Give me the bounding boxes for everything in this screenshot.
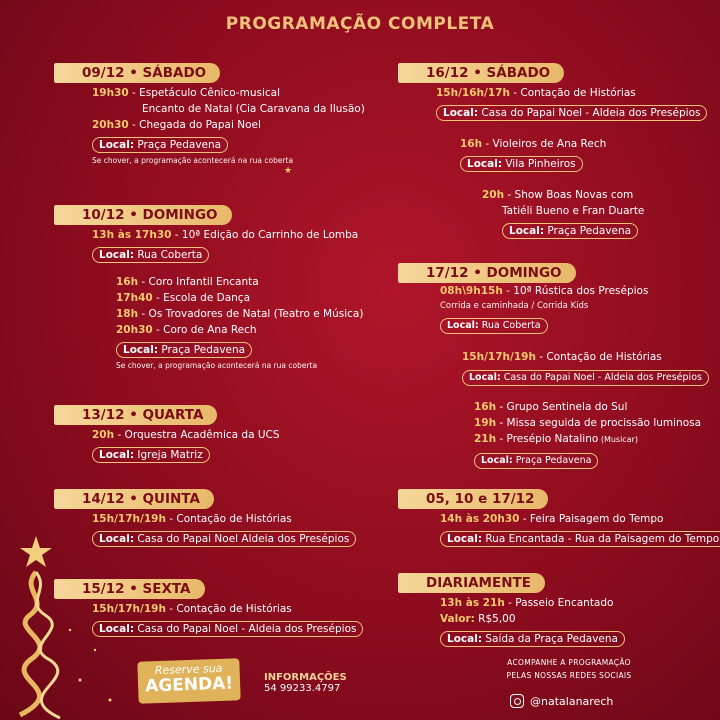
event-title: - Escola de Dança: [152, 292, 251, 304]
event-title: - Passeio Encantado: [504, 597, 614, 609]
event-time: 14h às 20h30: [440, 513, 520, 525]
info-title: INFORMAÇÕES: [264, 672, 347, 683]
location-tag: Local: Rua Coberta: [440, 318, 548, 334]
event-title: - Contação de Histórias: [165, 603, 292, 615]
event-title: - Orquestra Acadêmica da UCS: [114, 429, 280, 441]
location-tag: Local: Vila Pinheiros: [460, 156, 583, 172]
event-time: 16h: [116, 276, 139, 288]
event-time: 15h/17h/19h: [92, 513, 166, 525]
location-tag: Local: Casa do Papai Noel Aldeia dos Presépios: [92, 531, 356, 547]
event-time: 15h/17h/19h: [92, 603, 166, 615]
day-diariamente: [398, 572, 625, 648]
date-pill: 15/12 • SEXTA: [54, 579, 205, 599]
date-pill: DIARIAMENTE: [398, 573, 545, 593]
location-tag: Local: Casa do Papai Noel - Aldeia dos Presépios: [462, 370, 709, 386]
event-note: (Musicar): [598, 435, 639, 444]
star-icon: ★: [284, 166, 293, 176]
event-title: - Missa seguida de procissão luminosa: [496, 417, 702, 429]
follow-text: [494, 656, 644, 682]
location-tag: Local: Praça Pedavena: [502, 223, 638, 239]
location-tag: Local: Rua Encantada - Rua da Paisagem do Tempo: [440, 531, 720, 547]
event-title: - Presépio Natalino: [496, 433, 599, 445]
location-tag: Local: Casa do Papai Noel - Aldeia dos Presépios: [92, 621, 363, 637]
day-0912: [54, 62, 365, 168]
event-time: 19h30: [92, 87, 129, 99]
page-title: PROGRAMAÇÃO COMPLETA: [225, 14, 495, 34]
event-time: 17h40: [116, 292, 153, 304]
event-subtitle: Corrida e caminhada / Corrida Kids: [440, 301, 589, 311]
date-pill: 17/12 • DOMINGO: [398, 263, 576, 283]
rain-note: Se chover, a programação acontecerá na rua coberta: [116, 361, 318, 370]
date-pill: 16/12 • SÁBADO: [398, 63, 564, 83]
event-title: - Feira Paisagem do Tempo: [519, 513, 664, 525]
date-pill: 10/12 • DOMINGO: [54, 205, 232, 225]
date-pill: 14/12 • QUINTA: [54, 489, 214, 509]
event-time: 21h: [474, 433, 497, 445]
christmas-tree-icon: [0, 530, 130, 720]
day-1612: [398, 62, 707, 240]
location-tag: Local: Praça Pedavena: [116, 342, 252, 358]
event-title: - Chegada do Papai Noel: [128, 119, 261, 131]
event-time: 13h às 17h30: [92, 229, 172, 241]
event-time: 16h: [460, 138, 483, 150]
event-time: 08h\9h15h: [440, 285, 503, 297]
event-time: 19h: [474, 417, 497, 429]
reserve-agenda-badge: [137, 658, 240, 704]
rain-note: Se chover, a programação acontecerá na rua coberta: [92, 156, 294, 165]
event-time: 15h/17h/19h: [462, 351, 536, 363]
event-title: - Contação de Histórias: [535, 351, 662, 363]
event-title: - Violeiros de Ana Rech: [482, 138, 607, 150]
day-1312: [54, 404, 280, 464]
event-title: - Os Trovadores de Natal (Teatro e Música): [138, 308, 364, 320]
event-title: - Coro Infantil Encanta: [138, 276, 259, 288]
location-tag: Local: Igreja Matriz: [92, 447, 210, 463]
event-time: 18h: [116, 308, 139, 320]
follow-line1: ACOMPANHE A PROGRAMAÇÃO: [507, 658, 631, 667]
location-tag: Local: Casa do Papai Noel - Aldeia dos Presépios: [436, 105, 707, 121]
event-time: 20h30: [92, 119, 129, 131]
price-label: Valor:: [440, 613, 475, 625]
date-pill: 13/12 • QUARTA: [54, 405, 217, 425]
day-feira: [398, 488, 720, 548]
event-title: Encanto de Natal (Cia Caravana da Ilusão): [142, 103, 365, 115]
event-title: - Grupo Sentinela do Sul: [496, 401, 628, 413]
event-time: 20h: [92, 429, 115, 441]
follow-line2: PELAS NOSSAS REDES SOCIAIS: [506, 671, 632, 680]
event-title: - Show Boas Novas com: [504, 189, 634, 201]
location-tag: Local: Praça Pedavena: [92, 137, 228, 153]
event-title: - Espetáculo Cênico-musical: [128, 87, 280, 99]
event-time: 15h/16h/17h: [436, 87, 510, 99]
agenda-line2: AGENDA!: [144, 673, 234, 697]
location-tag: Local: Rua Coberta: [92, 247, 209, 263]
event-time: 13h às 21h: [440, 597, 505, 609]
date-pill: 05, 10 e 17/12: [398, 489, 548, 509]
event-time: 16h: [474, 401, 497, 413]
location-tag: Local: Praça Pedavena: [474, 453, 598, 469]
event-time: 20h30: [116, 324, 153, 336]
date-pill: 09/12 • SÁBADO: [54, 63, 220, 83]
event-title: - Contação de Histórias: [509, 87, 636, 99]
event-time: 20h: [482, 189, 505, 201]
location-tag: Local: Saída da Praça Pedavena: [440, 631, 625, 647]
instagram-handle[interactable]: [510, 694, 613, 708]
day-1012: [54, 204, 363, 373]
agenda-line1: Reserve sua: [154, 661, 223, 678]
day-1712: [398, 262, 709, 470]
event-title: - Coro de Ana Rech: [152, 324, 257, 336]
event-title: Tatiéli Bueno e Fran Duarte: [502, 205, 645, 217]
instagram-text: @natalanarech: [530, 694, 614, 708]
event-title: - Contação de Histórias: [165, 513, 292, 525]
event-title: - 10ª Edição do Carrinho de Lomba: [171, 229, 359, 241]
instagram-icon: [510, 694, 524, 708]
info-phone: 54 99233.4797: [264, 683, 341, 694]
info-block: [264, 672, 347, 694]
event-title: - 10ª Rústica dos Presépios: [502, 285, 649, 297]
price-value: R$5,00: [474, 613, 516, 625]
